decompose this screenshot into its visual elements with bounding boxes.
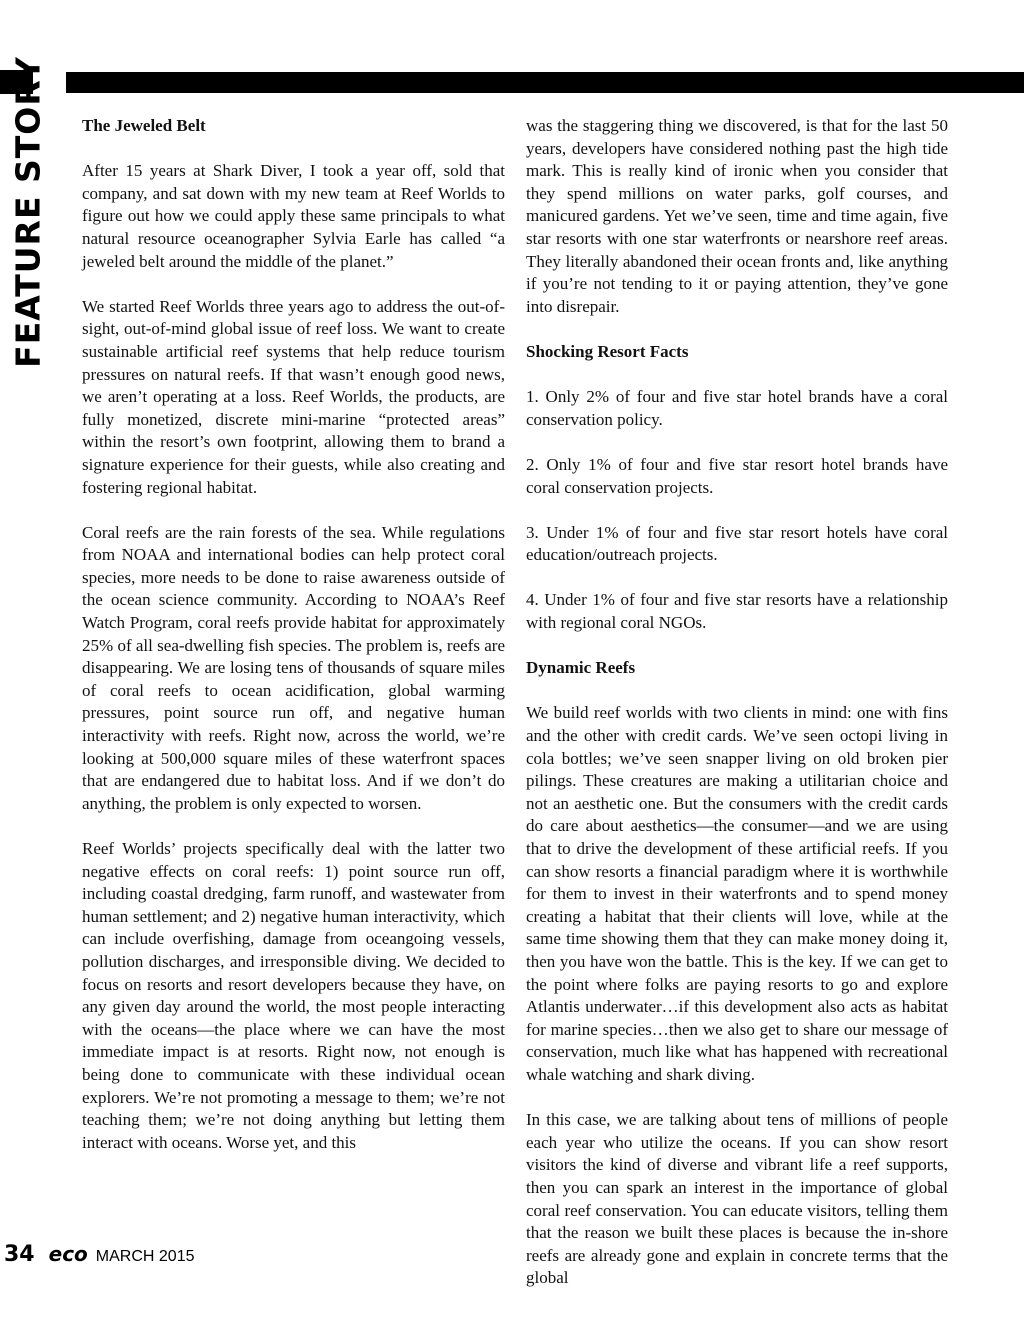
left-column — [82, 115, 505, 1154]
section-heading: Shocking Resort Facts — [526, 341, 689, 361]
body-paragraph: After 15 years at Shark Diver, I took a year off, sold that company, and sat down with my new team at Reef Worlds to figure out how we could apply these same principals to what natural resource oceanographer Sylvia Earle has called “a jeweled belt around the middle of the planet.” — [82, 161, 505, 271]
page-footer — [4, 1242, 195, 1267]
body-paragraph: Coral reefs are the rain forests of the sea. While regulations from NOAA and international bodies can help protect coral species, more needs to be done to raise awareness outside of the ocean science community. According to NOAA’s Reef Watch Program, coral reefs provide habitat for approximately 25% of all sea-dwelling fish species. The problem is, reefs are disappearing. We are losing tens of thousands of square miles of coral reefs to ocean acidification, global warming pressures, point source run off, and negative human interactivity with reefs. Right now, across the world, we’re looking at 500,000 square miles of these waterfront spaces that are endangered due to habitat loss. And if we don’t do anything, the problem is only expected to worsen. — [82, 522, 505, 813]
section-heading: Dynamic Reefs — [526, 658, 636, 678]
page-number: 34 — [4, 1242, 35, 1267]
right-column — [526, 115, 948, 1290]
facts-list — [526, 386, 948, 635]
fact-item: 2. Only 1% of four and five star resort hotel brands have coral conservation projects. — [526, 454, 948, 497]
header-rule — [66, 72, 1024, 93]
body-paragraph: was the staggering thing we discovered, is that for the last 50 years, developers have considered nothing past the high tide mark. This is really kind of ironic when you consider that they spend millions on water parks, golf courses, and manicured gardens. Yet we’ve seen, time and time again, five star resorts with one star waterfronts or nearshore reef areas. They literally abandoned their ocean fronts and, like anything if you’re not tending to it or paying attention, they’ve gone into disrepair. — [526, 116, 948, 316]
section-label: FEATURE STORY — [8, 56, 48, 368]
body-paragraph: Reef Worlds’ projects specifically deal with the latter two negative effects on coral reefs: 1) point source run off, including coastal dredging, farm runoff, and wastewater from human settlement; and 2) negative human interactivity, which can include overfishing, damage from oceangoing vessels, pollution discharges, and irresponsible diving. We decided to focus on resorts and resort developers because they have, on any given day around the world, the most people interacting with the oceans—the place where we can have the most immediate impact is at resorts. Right now, not enough is being done to communicate with these individual ocean explorers. We’re not promoting a message to them; we’re not teaching them; we’re not doing anything but letting them interact with oceans. Worse yet, and this — [82, 839, 505, 1152]
section-heading: The Jeweled Belt — [82, 116, 206, 135]
body-paragraph: In this case, we are talking about tens of millions of people each year who utilize the oceans. If you can show resort visitors the kind of diverse and vibrant life a reef supports, then you can spark an interest in the importance of global coral reef conservation. You can educate visitors, telling them that the reason we built these places is because the in-shore reefs are already gone and explain in concrete terms that the global — [526, 1110, 948, 1288]
body-paragraph: We started Reef Worlds three years ago to address the out-of-sight, out-of-mind global issue of reef loss. We want to create sustainable artificial reef systems that help reduce tourism pressures on natural reefs. If that wasn’t enough good news, we aren’t operating at a loss. Reef Worlds, the products, are fully monetized, discrete mini-marine “protected areas” within the resort’s own footprint, allowing them to brand a signature experience for their guests, while also creating and fostering regional habitat. — [82, 296, 505, 497]
fact-item: 3. Under 1% of four and five star resort hotels have coral education/outreach projects. — [526, 522, 948, 565]
fact-item: 4. Under 1% of four and five star resorts have a relationship with regional coral NGOs. — [526, 590, 948, 633]
magazine-name: eco — [48, 1242, 88, 1266]
body-paragraph: We build reef worlds with two clients in mind: one with fins and the other with credit cards. We’ve seen octopi living in cola bottles; we’ve seen snapper living on old broken pier pilings. These creatures are making a utilitarian choice and not an aesthetic one. But the consumers with the credit cards do care about aesthetics—the consumer—and we are using that to drive the development of these artificial reefs. If you can show resorts a financial paradigm where it is worthwhile for them to invest in their waterfronts and to spend money creating a habitat that their clients will love, while at the same time showing them that they can make money doing it, then you have won the battle. This is the key. If we can get to the point where folks are paying resorts to go and explore Atlantis underwater…if this development also acts as habitat for marine species…then we also get to share our message of conservation, much like what has happened with recreational whale watching and shark diving. — [526, 703, 948, 1084]
issue-date: MARCH 2015 — [95, 1248, 195, 1265]
fact-item: 1. Only 2% of four and five star hotel brands have a coral conservation policy. — [526, 387, 948, 429]
